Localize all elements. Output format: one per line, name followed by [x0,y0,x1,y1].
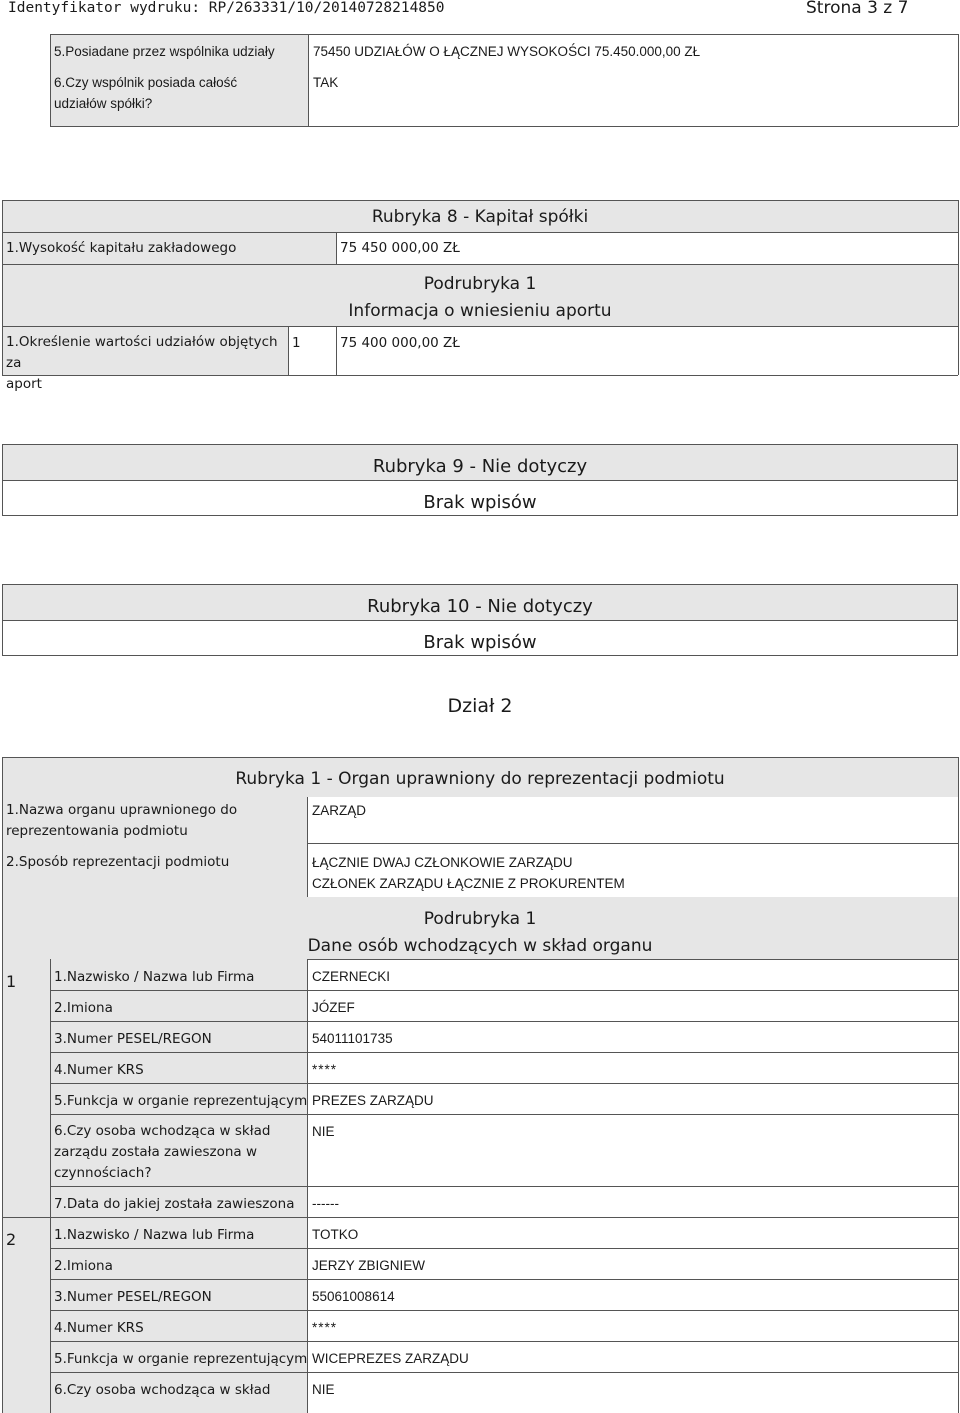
rubryka1-title: Rubryka 1 - Organ uprawniony do reprezentacji podmiotu [235,769,725,789]
rubryka8-title: Rubryka 8 - Kapitał spółki [371,207,589,227]
representation-label: 2.Sposób reprezentacji podmiotu [6,854,230,870]
function-label: 5.Funkcja w organie reprezentującym [54,1351,308,1367]
pesel-value: 55061008614 [312,1289,395,1304]
full-ownership-label: 6.Czy wspólnik posiada całość udziałów spółki? [54,75,238,111]
krs-label: 4.Numer KRS [54,1062,144,1078]
representation-value: ŁĄCZNIE DWAJ CZŁONKOWIE ZARZĄDU CZŁONEK ZARZĄDU ŁĄCZNIE Z PROKURENTEM [312,855,625,891]
capital-label: 1.Wysokość kapitału zakładowego [6,240,237,256]
surname-value: TOTKO [312,1227,359,1242]
shares-label: 5.Posiadane przez wspólnika udziały [54,44,275,59]
pesel-value: 54011101735 [312,1031,393,1046]
dzial2-title: Dział 2 [447,695,513,717]
function-label: 5.Funkcja w organie reprezentującym [54,1093,308,1109]
suspended-label: 6.Czy osoba wchodząca w skład zarządu została zawieszona w czynnościach? [54,1123,271,1181]
rubryka9-empty: Brak wpisów [423,492,537,513]
krs-value: **** [312,1062,338,1077]
persons-subheading: Podrubryka 1 [423,909,537,929]
rubryka9-title: Rubryka 9 - Nie dotyczy [372,456,588,477]
krs-label: 4.Numer KRS [54,1320,144,1336]
capital-value: 75 450 000,00 ZŁ [340,240,460,256]
suspended-value: NIE [312,1124,335,1139]
pesel-label: 3.Numer PESEL/REGON [54,1289,212,1305]
person-index: 2 [6,1230,17,1249]
page-number: Strona 3 z 7 [806,0,909,18]
full-ownership-value: TAK [313,75,339,90]
suspended-until-label: 7.Data do jakiej została zawieszona [54,1196,295,1212]
aport-label: 1.Określenie wartości udziałów objętych za aport [6,334,278,392]
organ-label: 1.Nazwa organu uprawnionego do reprezentowania podmiotu [6,802,238,839]
person-index: 1 [6,972,17,991]
names-value: JERZY ZBIGNIEW [312,1258,426,1273]
pesel-label: 3.Numer PESEL/REGON [54,1031,212,1047]
names-value: JÓZEF [312,1000,355,1015]
person-index-column [2,959,50,1413]
aport-index: 1 [292,335,301,351]
aport-value: 75 400 000,00 ZŁ [340,335,460,351]
shares-value: 75450 UDZIAŁÓW O ŁĄCZNEJ WYSOKOŚCI 75.450.000,00 ZŁ [313,44,701,59]
persons-subtitle: Dane osób wchodzących w skład organu [307,936,653,956]
aport-subtitle: Informacja o wniesieniu aportu [348,301,612,321]
suspended-label: 6.Czy osoba wchodząca w skład [54,1382,271,1398]
rubryka10-empty: Brak wpisów [423,632,537,653]
print-identifier: Identyfikator wydruku: RP/263331/10/20140728214850 [8,0,445,16]
names-label: 2.Imiona [54,1000,113,1016]
surname-value: CZERNECKI [312,969,391,984]
surname-label: 1.Nazwisko / Nazwa lub Firma [54,969,255,985]
function-value: WICEPREZES ZARZĄDU [312,1351,469,1366]
surname-label: 1.Nazwisko / Nazwa lub Firma [54,1227,255,1243]
function-value: PREZES ZARZĄDU [312,1093,434,1108]
suspended-value: NIE [312,1382,335,1397]
suspended-until-value: ------ [312,1196,339,1211]
rubryka10-title: Rubryka 10 - Nie dotyczy [367,596,593,617]
aport-subheading: Podrubryka 1 [423,274,537,294]
krs-value: **** [312,1320,338,1335]
organ-value: ZARZĄD [312,803,366,818]
names-label: 2.Imiona [54,1258,113,1274]
